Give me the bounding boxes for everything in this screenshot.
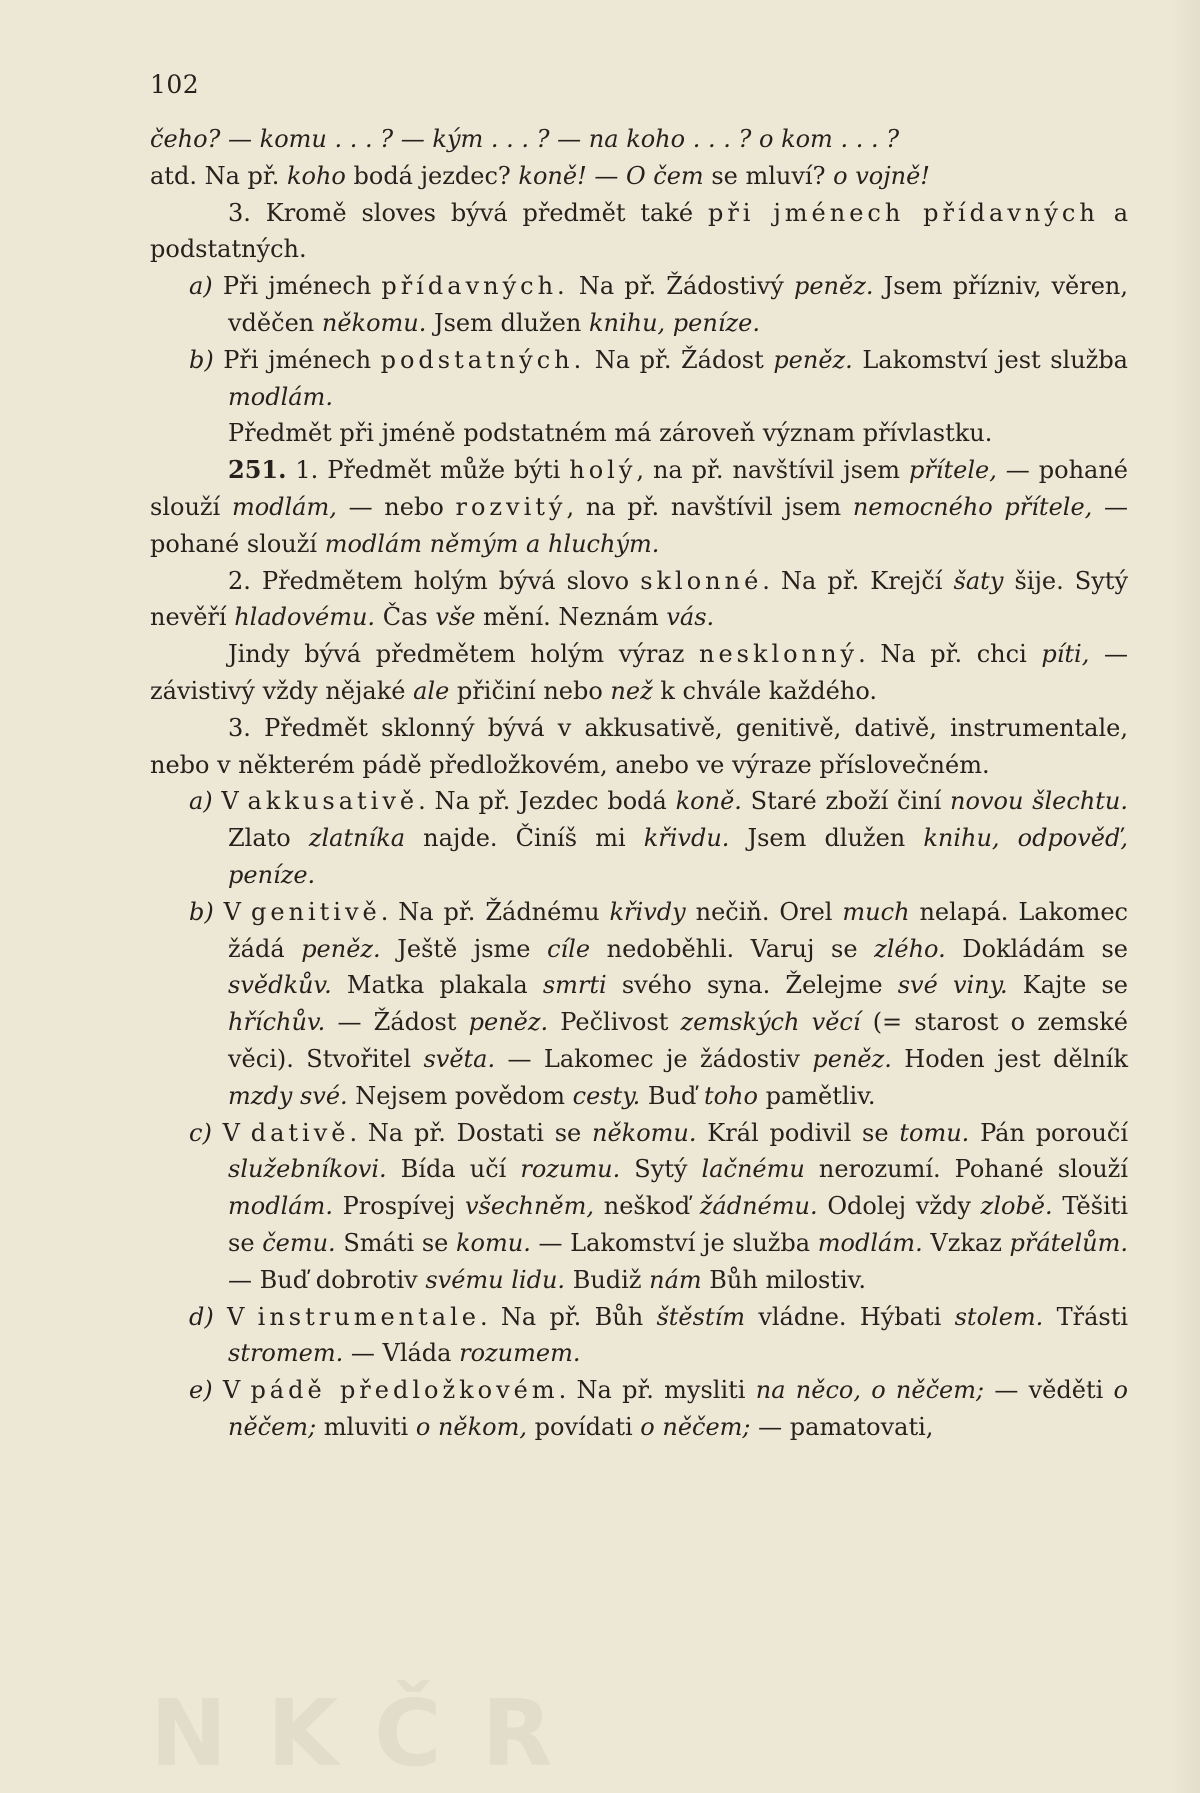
library-watermark: NKČR bbox=[150, 1680, 593, 1787]
page-number: 102 bbox=[150, 70, 200, 99]
paragraph-2: 2. Předmětem holým bývá slovo sklonné. Na př. Krejčí šaty šije. Sytý nevěří hladovému. Čas vše mění. Neznám vás. bbox=[150, 566, 1128, 632]
note-paragraph: Předmět při jméně podstatném má zároveň význam přívlastku. bbox=[228, 419, 993, 448]
paragraph-3-cases: 3. Předmět sklonný bývá v akkusativě, genitivě, dativě, instrumentale, nebo v některém pádě předložkovém, anebo ve výraze příslovečném. bbox=[150, 713, 1128, 779]
case-d-instrumental: d) V instrumentale. Na př. Bůh štěstím vládne. Hýbati stolem. Třásti stromem. — Vláda rozumem. bbox=[189, 1302, 1129, 1368]
paragraph-3: 3. Kromě sloves bývá předmět také při jménech přídavných a podstatných. bbox=[150, 198, 1129, 264]
example-line: atd. Na př. koho bodá jezdec? koně! — O čem se mluví? o vojně! bbox=[150, 161, 930, 190]
case-e-prepositional: e) V pádě předložkovém. Na př. mysliti na něco, o něčem; — věděti o něčem; mluviti o někom, povídati o něčem; — pamatovati, bbox=[189, 1376, 1128, 1441]
paragraph-jindy: Jindy bývá předmětem holým výraz nesklonný. Na př. chci píti, — závistivý vždy nějaké ale přičiní nebo než k chvále každého. bbox=[150, 640, 1128, 705]
case-c-dativ: c) V dativě. Na př. Dostati se někomu. Král podivil se tomu. Pán poroučí služebníkovi. Bída učí rozumu. Sytý lačnému nerozumí. Pohané slouží modlám. Prospívej všechněm, neškoď žádnému. Odolej vždy zlobě. Těšiti se čemu. Smáti se komu. — Lakomství je služba modlám. Vzkaz přátelům. — Buď dobrotiv svému lidu. Budiž nám Bůh milostiv. bbox=[189, 1118, 1129, 1294]
page-edge-shadow bbox=[1170, 0, 1200, 1793]
subitem-b: b) Při jménech podstatných. Na př. Žádost peněz. Lakomství jest služba modlám. bbox=[189, 345, 1128, 411]
question-line: čeho? — komu . . . ? — kým . . . ? — na koho . . . ? o kom . . . ? bbox=[150, 125, 900, 153]
subitem-a: a) Při jménech přídavných. Na př. Žádostivý peněz. Jsem přízniv, věren, vděčen někomu. Jsem dlužen knihu, peníze. bbox=[189, 272, 1128, 337]
case-a-akkusativ: a) V akkusativě. Na př. Jezdec bodá koně. Staré zboží činí novou šlechtu. Zlato zlatníka najde. Činíš mi křivdu. Jsem dlužen knihu, odpověď, peníze. bbox=[189, 787, 1129, 889]
page-body bbox=[150, 121, 1128, 1446]
case-b-genitiv: b) V genitivě. Na př. Žádnému křivdy nečiň. Orel much nelapá. Lakomec žádá peněz. Ještě jsme cíle nedoběhli. Varuj se zlého. Dokládám se svědkův. Matka plakala smrti svého syna. Želejme své viny. Kajte se hříchův. — Žádost peněz. Pečlivost zemských věcí (= starost o zemské věci). Stvořitel světa. — Lakomec je žádostiv peněz. Hoden jest dělník mzdy své. Nejsem povědom cesty. Buď toho pamětliv. bbox=[189, 897, 1129, 1110]
section-251: 251. 1. Předmět může býti holý, na př. navštívil jsem přítele, — pohané slouží modlám, — nebo rozvitý, na př. navštívil jsem nemocného přítele, — pohané slouží modlám němým a hluchým. bbox=[150, 455, 1129, 558]
